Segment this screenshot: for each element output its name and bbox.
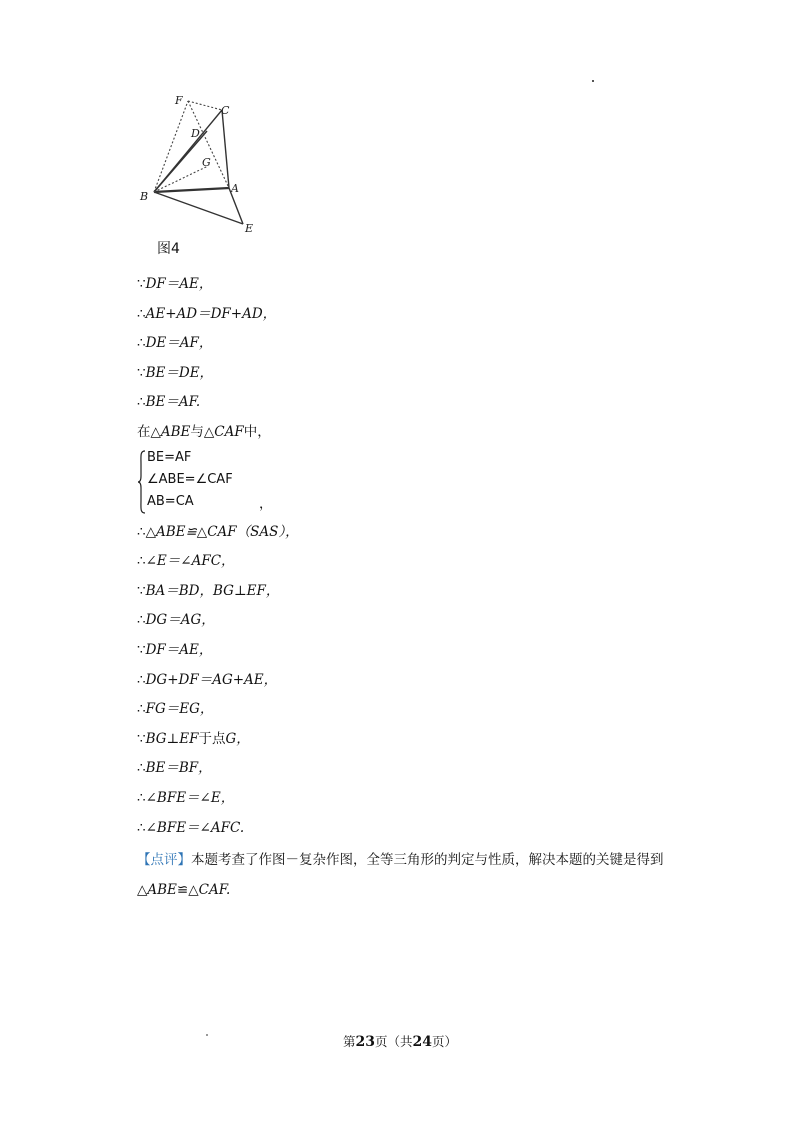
system-tail: ， xyxy=(259,495,273,512)
geometry-figure xyxy=(135,88,265,238)
remark-paragraph: 【点评】本题考查了作图－复杂作图，全等三角形的判定与性质，解决本题的关键是得到△ABE≌△CAF. xyxy=(137,852,664,898)
figure-caption: 图4 xyxy=(157,241,180,257)
segment-be xyxy=(154,192,243,224)
proof-line: ∵BE＝DE， xyxy=(137,364,214,381)
label-e: E xyxy=(245,222,254,235)
page-number: 23 xyxy=(355,1034,375,1050)
segment-fc xyxy=(188,101,222,110)
label-d: D xyxy=(191,127,200,140)
label-c: C xyxy=(221,104,230,117)
segment-ba xyxy=(154,188,229,192)
page-total: 24 xyxy=(412,1034,432,1050)
segment-ca xyxy=(222,110,229,188)
proof-block xyxy=(137,270,697,843)
left-brace xyxy=(137,450,147,514)
proof-line: ∴DG+DF＝AG+AE， xyxy=(137,671,278,688)
label-g: G xyxy=(202,156,211,169)
system-row-2: ∠ABE=∠CAF xyxy=(147,471,233,487)
proof-line: 在△ABE与△CAF中， xyxy=(137,423,271,440)
proof-line: ∴DE＝AF， xyxy=(137,335,213,352)
remark-text: 本题考查了作图－复杂作图，全等三角形的判定与性质，解决本题的关键是得到 xyxy=(191,852,664,868)
proof-line: ∴BE＝BF， xyxy=(137,760,212,777)
proof-line: ∵DF＝AE， xyxy=(137,641,213,658)
label-f: F xyxy=(175,94,183,107)
equation-system xyxy=(137,450,697,516)
proof-line: ∴△ABE≌△CAF（SAS）， xyxy=(137,523,299,540)
proof-line: ∴AE+AD＝DF+AD， xyxy=(137,305,277,322)
proof-line: ∴DG＝AG， xyxy=(137,612,215,629)
proof-line: ∴∠E＝∠AFC， xyxy=(137,553,235,570)
system-row-1: BE=AF xyxy=(147,449,192,465)
remark-tag: 【点评】 xyxy=(137,852,191,868)
proof-line: ∴FG＝EG， xyxy=(137,701,214,718)
segment-bd xyxy=(154,131,207,192)
system-row-3: AB=CA xyxy=(147,493,194,509)
proof-line: ∵BA＝BD，BG⊥EF， xyxy=(137,582,280,599)
segment-bg xyxy=(154,166,208,192)
page-footer: 第23页（共24页） xyxy=(342,1034,457,1050)
proof-line: ∵BG⊥EF于点G， xyxy=(137,730,250,747)
segment-bf xyxy=(154,101,188,192)
proof-line: ∵DF＝AE， xyxy=(137,276,213,292)
stray-dot xyxy=(592,80,594,82)
proof-line: ∴∠BFE＝∠AFC. xyxy=(137,819,245,836)
label-b: B xyxy=(140,190,149,203)
proof-line: ∴∠BFE＝∠E， xyxy=(137,789,235,806)
proof-line: ∴BE＝AF. xyxy=(137,394,201,411)
label-a: A xyxy=(231,182,239,195)
